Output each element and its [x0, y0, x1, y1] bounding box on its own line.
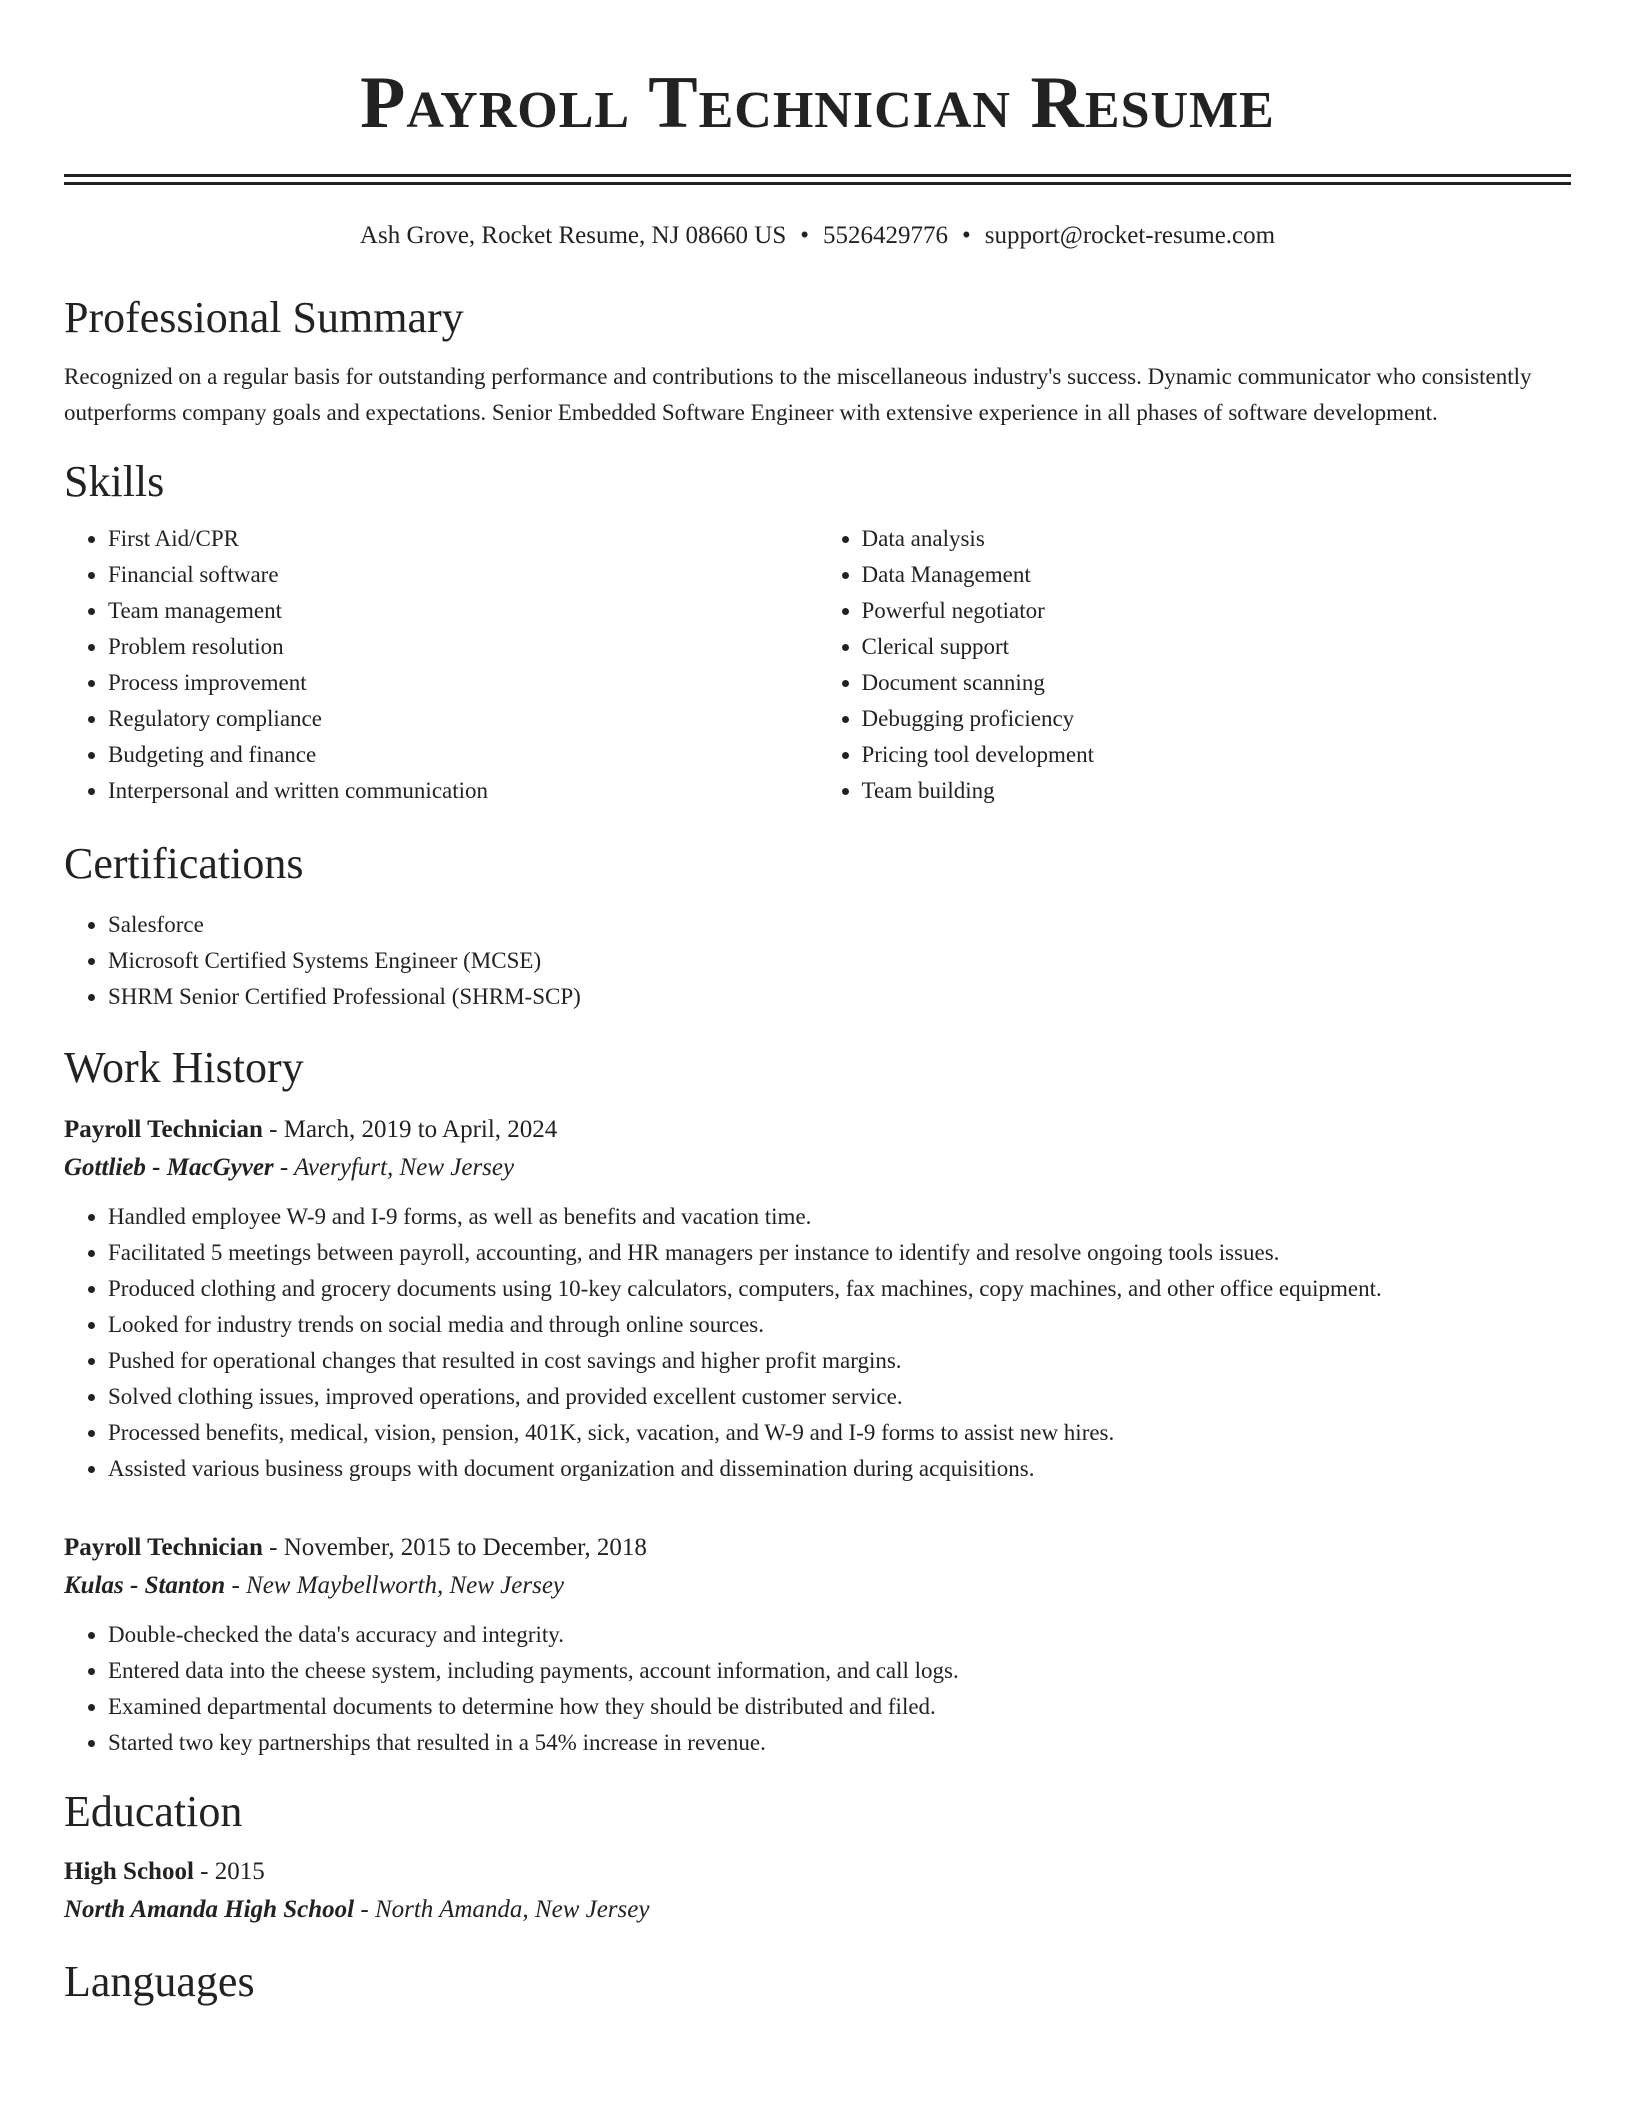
skill-item: • Interpersonal and written communication: [108, 773, 818, 809]
job-title: Payroll Technician: [64, 1534, 263, 1561]
skills-columns: [64, 521, 1571, 809]
education-degree: High School: [64, 1858, 194, 1885]
job-entry: [64, 1111, 1571, 1487]
education-entry: [64, 1853, 1571, 1929]
skills-list-left: [64, 521, 818, 809]
title-double-rule: [64, 174, 1571, 185]
skill-item: • Document scanning: [862, 665, 1572, 701]
contact-separator: •: [962, 222, 971, 249]
job-bullet: • Processed benefits, medical, vision, pension, 401K, sick, vacation, and W-9 and I-9 forms to assist new hires.: [108, 1415, 1571, 1451]
skill-item: • Data analysis: [862, 521, 1572, 557]
skills-heading: Skills: [64, 457, 165, 506]
job-bullet: • Started two key partnerships that resulted in a 54% increase in revenue.: [108, 1725, 1571, 1761]
skill-item: • Regulatory compliance: [108, 701, 818, 737]
job-employer: [64, 1149, 1571, 1187]
summary-text: Recognized on a regular basis for outstanding performance and contributions to the miscellaneous industry's success. Dynamic communicator who consistently outperforms company goals and expectations. Senior Embedded Software Engineer with extensive experience in all phases of software development.: [64, 364, 1532, 425]
job-location: - Averyfurt, New Jersey: [273, 1154, 515, 1181]
job-bullets: [64, 1199, 1571, 1487]
job-dates: - November, 2015 to December, 2018: [262, 1534, 647, 1561]
contact-address: Ash Grove, Rocket Resume, NJ 08660 US: [359, 222, 787, 249]
contact-phone: 5526429776: [823, 222, 949, 249]
job-bullet: • Produced clothing and grocery documents using 10-key calculators, computers, fax machines, copy machines, and other office equipment.: [108, 1271, 1571, 1307]
resume-page: [64, 0, 1571, 2009]
skill-item: • Team management: [108, 593, 818, 629]
job-employer: [64, 1567, 1571, 1605]
skill-item: • Budgeting and finance: [108, 737, 818, 773]
skill-item: • Process improvement: [108, 665, 818, 701]
education-school: North Amanda High School: [64, 1896, 355, 1923]
education-degree-line: [64, 1853, 1571, 1891]
resume-title: Payroll Technician Resume: [360, 62, 1275, 144]
work-history-heading: Work History: [64, 1043, 304, 1092]
certifications-heading: Certifications: [64, 839, 304, 888]
certification-item: • Salesforce: [108, 907, 1571, 943]
skill-item: • First Aid/CPR: [108, 521, 818, 557]
job-dates: - March, 2019 to April, 2024: [262, 1116, 558, 1143]
skill-item: • Pricing tool development: [862, 737, 1572, 773]
skill-item: • Powerful negotiator: [862, 593, 1572, 629]
skill-item: • Data Management: [862, 557, 1572, 593]
certifications-list: [64, 907, 1571, 1015]
education-heading: Education: [64, 1787, 243, 1836]
job-bullet: • Solved clothing issues, improved operations, and provided excellent customer service.: [108, 1379, 1571, 1415]
job-title: Payroll Technician: [64, 1116, 263, 1143]
contact-email[interactable]: support@rocket-resume.com: [984, 222, 1276, 249]
job-company: Kulas - Stanton: [64, 1572, 226, 1599]
skill-item: • Team building: [862, 773, 1572, 809]
job-bullet: • Handled employee W-9 and I-9 forms, as well as benefits and vacation time.: [108, 1199, 1571, 1235]
skill-item: • Clerical support: [862, 629, 1572, 665]
job-bullet: • Looked for industry trends on social media and through online sources.: [108, 1307, 1571, 1343]
languages-heading: Languages: [64, 1957, 255, 2006]
summary-heading: Professional Summary: [64, 293, 464, 342]
job-bullets: [64, 1617, 1571, 1761]
job-bullet: • Facilitated 5 meetings between payroll, accounting, and HR managers per instance to identify and resolve ongoing tools issues.: [108, 1235, 1571, 1271]
contact-separator: •: [800, 222, 810, 249]
job-bullet: • Pushed for operational changes that resulted in cost savings and higher profit margins.: [108, 1343, 1571, 1379]
certification-item: • SHRM Senior Certified Professional (SHRM-SCP): [108, 979, 1571, 1015]
job-bullet: • Assisted various business groups with document organization and dissemination during acquisitions.: [108, 1451, 1571, 1487]
skills-list-right: [818, 521, 1572, 809]
job-bullet: • Entered data into the cheese system, including payments, account information, and call logs.: [108, 1653, 1571, 1689]
education-location: - North Amanda, New Jersey: [354, 1896, 650, 1923]
skill-item: • Debugging proficiency: [862, 701, 1572, 737]
contact-line: [64, 221, 1571, 251]
job-entry: [64, 1529, 1571, 1761]
job-company: Gottlieb - MacGyver: [64, 1154, 274, 1181]
job-bullet: • Examined departmental documents to determine how they should be distributed and filed.: [108, 1689, 1571, 1725]
education-year: - 2015: [193, 1858, 265, 1885]
job-header: [64, 1529, 1571, 1567]
job-bullet: • Double-checked the data's accuracy and integrity.: [108, 1617, 1571, 1653]
job-header: [64, 1111, 1571, 1149]
job-location: - New Maybellworth, New Jersey: [225, 1572, 565, 1599]
certification-item: • Microsoft Certified Systems Engineer (MCSE): [108, 943, 1571, 979]
education-school-line: [64, 1891, 1571, 1929]
skill-item: • Financial software: [108, 557, 818, 593]
skill-item: • Problem resolution: [108, 629, 818, 665]
